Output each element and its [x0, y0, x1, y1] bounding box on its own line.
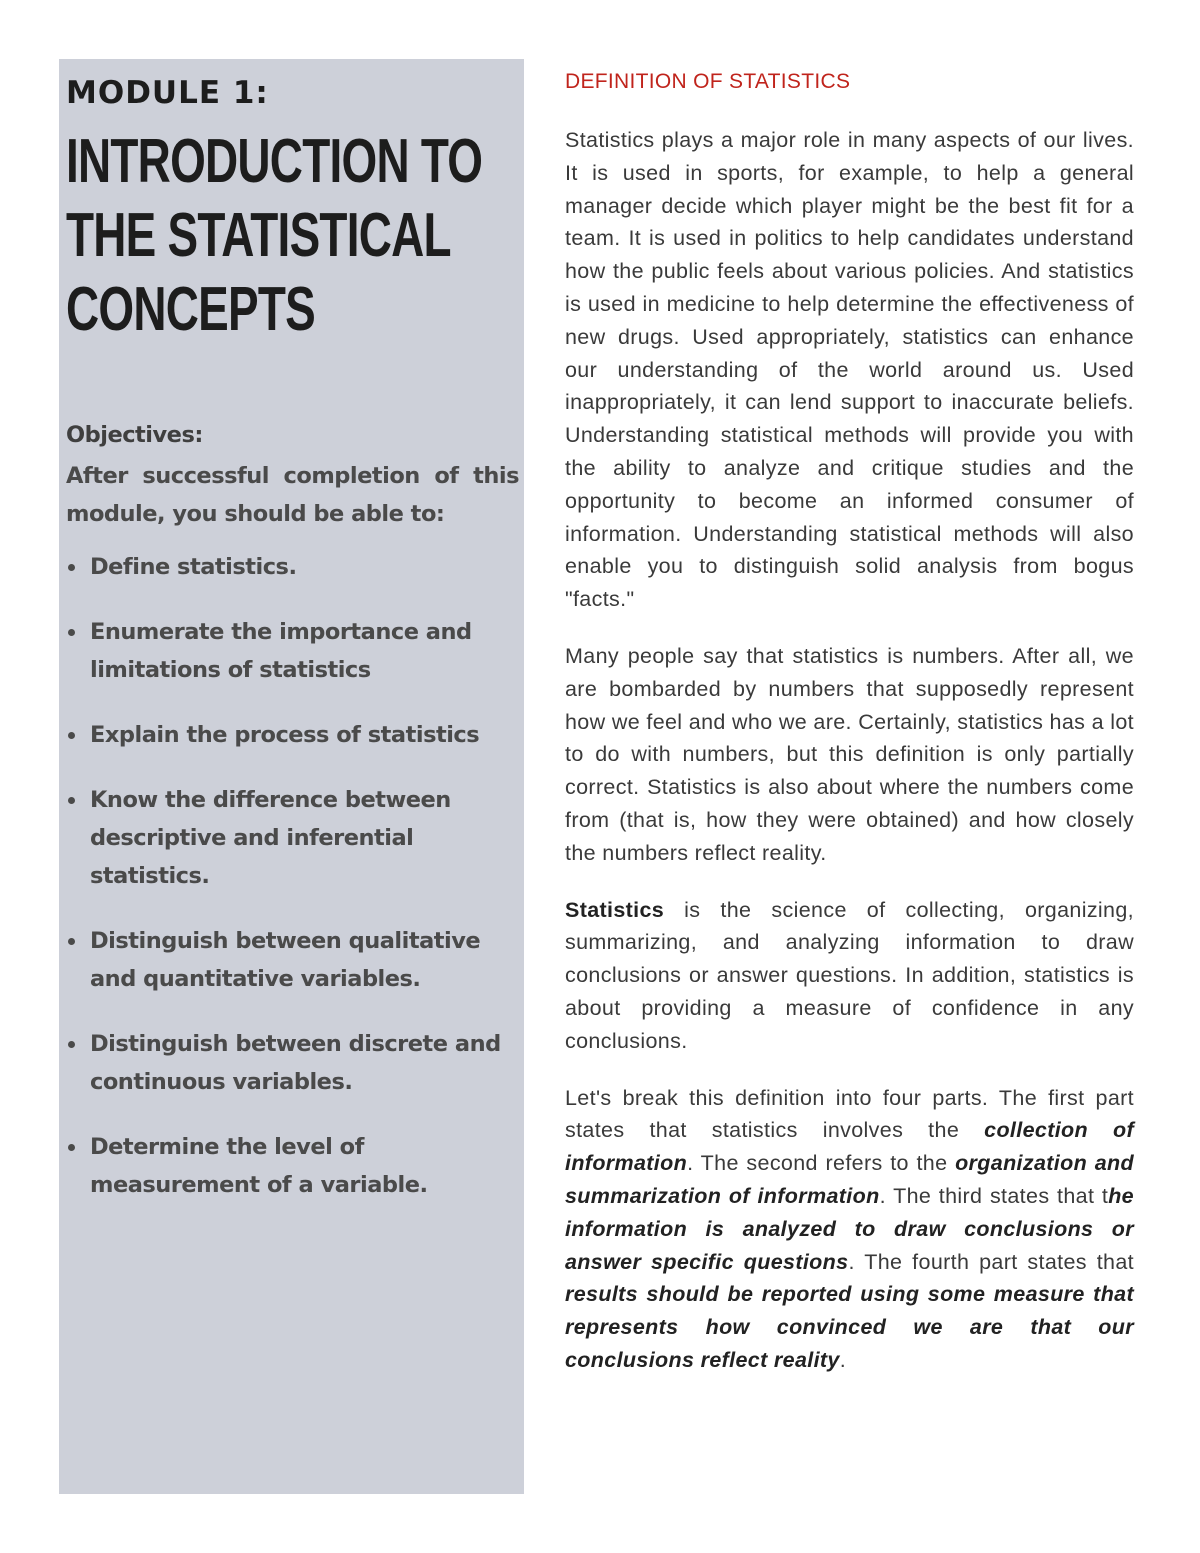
module-label: MODULE 1: — [66, 75, 269, 111]
emphasis-collection: collection of information — [565, 1118, 1134, 1176]
bullet-icon — [68, 564, 75, 571]
bullet-icon — [68, 1041, 75, 1048]
module-title: INTRODUCTION TO THE STATISTICAL CONCEPTS — [66, 127, 483, 344]
objectives-intro: After successful completion of this module, you should be able to: — [66, 463, 519, 527]
objective-item — [66, 613, 519, 689]
bullet-icon — [68, 797, 75, 804]
emphasis-analysis: he information is analyzed to draw conclusions or answer specific questions — [565, 1183, 1134, 1274]
definition-text: is the science of collecting, organizing, summarizing, and analyzing information to draw conclusions or answer questions. In addition, statistics is about providing a measure of confidence in any conclusions. — [565, 897, 1134, 1053]
objective-item — [66, 781, 519, 895]
objective-text: Enumerate the importance and limitations of statistics — [90, 619, 472, 683]
objective-text: Distinguish between discrete and continuous variables. — [90, 1031, 501, 1095]
paragraph-role-of-statistics: Statistics plays a major role in many aspects of our lives. It is used in sports, for example, to help a general manager decide which player might be the best fit for a team. It is used in politics to help candidates understand how the public feels about various policies. And statistics is used in medicine to help determine the effectiveness of new drugs. Used appropriately, statistics can enhance our understanding of the world around us. Used inappropriately, it can lend support to inaccurate beliefs. Understanding statistical methods will provide you with the ability to analyze and critique studies and the opportunity to become an informed consumer of information. Understanding statistical methods will also enable you to distinguish solid analysis from bogus "facts." — [565, 128, 1134, 612]
objective-text: Determine the level of measurement of a variable. — [90, 1134, 428, 1198]
objectives-section — [66, 416, 519, 1231]
term-statistics: Statistics — [565, 897, 665, 922]
emphasis-organization: organization and summarization of information — [565, 1151, 1135, 1208]
text-run: . The fourth part states that — [848, 1249, 1134, 1274]
objective-item — [66, 548, 519, 586]
objective-item — [66, 922, 519, 998]
objectives-heading: Objectives: — [66, 422, 203, 448]
bullet-icon — [68, 732, 75, 739]
section-heading: DEFINITION OF STATISTICS — [565, 70, 851, 93]
text-run: . — [839, 1347, 847, 1372]
paragraph-definition — [565, 894, 1134, 1058]
objective-item — [66, 1025, 519, 1101]
objective-text: Define statistics. — [90, 554, 297, 580]
emphasis-results: results should be reported using some measure that represents how convinced we are that our conclusions reflect reality — [565, 1282, 1134, 1372]
main-content — [565, 62, 1134, 1401]
bullet-icon — [68, 1144, 75, 1151]
text-run: Let's break this definition into four parts. The first part states that statistics involves the — [565, 1085, 1134, 1143]
objective-item — [66, 1128, 519, 1204]
objective-item — [66, 716, 519, 754]
text-run: . The third states that t — [879, 1183, 1109, 1208]
objectives-sidebar — [59, 59, 524, 1494]
objective-list — [66, 548, 519, 1204]
objective-text: Explain the process of statistics — [90, 722, 480, 748]
text-run: . The second refers to the — [687, 1151, 956, 1176]
paragraph-numbers: Many people say that statistics is numbers. After all, we are bombarded by numbers that supposedly represent how we feel and who we are. Certainly, statistics has a lot to do with numbers, but this definition is only partially correct. Statistics is also about where the numbers come from (that is, how they were obtained) and how closely the numbers reflect reality. — [565, 643, 1134, 865]
objective-text: Distinguish between qualitative and quantitative variables. — [90, 928, 481, 992]
bullet-icon — [68, 629, 75, 636]
bullet-icon — [68, 938, 75, 945]
objective-text: Know the difference between descriptive and inferential statistics. — [90, 787, 451, 889]
paragraph-four-parts — [565, 1082, 1134, 1377]
